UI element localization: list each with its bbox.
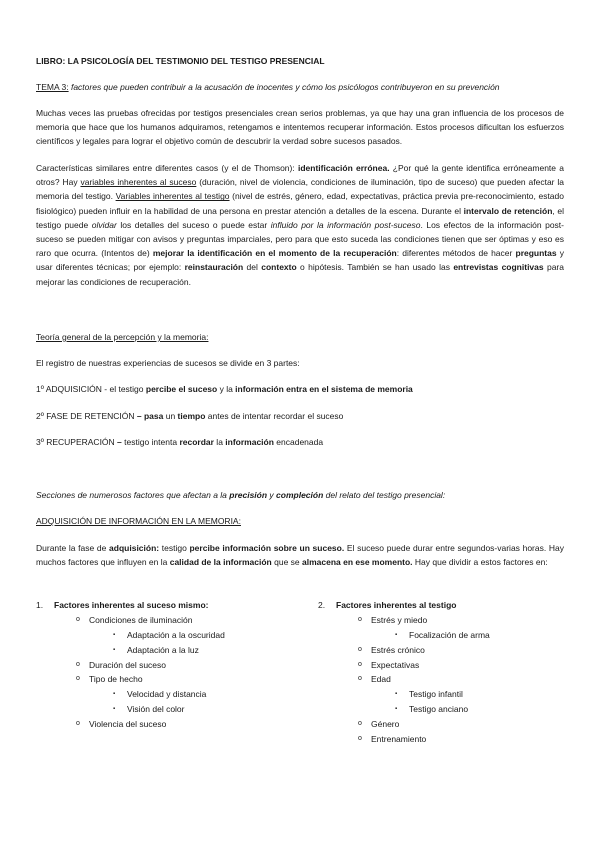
text-run: Características similares entre diferentes casos (y el de Thomson): bbox=[36, 163, 298, 173]
list-heading-row bbox=[318, 598, 568, 613]
document-title: LIBRO: LA PSICOLOGÍA DEL TESTIMONIO DEL TESTIGO PRESENCIAL bbox=[36, 56, 325, 66]
list-subitem bbox=[318, 702, 568, 717]
text-run: encadenada bbox=[273, 437, 324, 447]
list-heading: Factores inherentes al testigo bbox=[336, 600, 457, 610]
text-run: la bbox=[213, 437, 226, 447]
text-run: 2º FASE DE RETENCIÓN bbox=[36, 411, 137, 421]
list-item bbox=[318, 658, 568, 673]
bold-run: compleción bbox=[276, 490, 324, 500]
bold-run: recordar bbox=[179, 437, 214, 447]
topic-text: factores que pueden contribuir a la acusación de inocentes y cómo los psicólogos contribuyeron en su prevención bbox=[68, 82, 500, 92]
acquisition-paragraph bbox=[36, 541, 564, 569]
list-subitem bbox=[36, 687, 286, 702]
text-run: 3º RECUPERACIÓN bbox=[36, 437, 118, 447]
square-bullet-icon: ▪ bbox=[113, 691, 116, 698]
underline-run: Variables inherentes al testigo bbox=[115, 191, 230, 202]
list-subitem bbox=[36, 628, 286, 643]
list-subitem bbox=[318, 628, 568, 643]
bold-run: mejorar la identificación en el momento de la recuperación bbox=[152, 248, 397, 259]
text-run: y usar diferentes técnicas; por ejemplo: bbox=[36, 248, 564, 273]
circle-bullet-icon: o bbox=[76, 720, 80, 728]
bold-run: intervalo de retención bbox=[463, 205, 553, 216]
circle-bullet-icon: o bbox=[358, 720, 362, 728]
list-item-text: Violencia del suceso bbox=[89, 719, 167, 730]
circle-bullet-icon: o bbox=[358, 645, 362, 653]
text-run: que se bbox=[271, 557, 302, 568]
bold-run: almacena en ese momento. bbox=[302, 557, 413, 568]
list-item bbox=[318, 672, 568, 687]
list-subitem-text: Focalización de arma bbox=[409, 629, 490, 640]
text-run: antes de intentar recordar el suceso bbox=[205, 411, 344, 421]
list-subitem-text: Adaptación a la oscuridad bbox=[127, 629, 225, 640]
list-item bbox=[318, 613, 568, 628]
list-item-text: Duración del suceso bbox=[89, 659, 167, 670]
list-item bbox=[318, 732, 568, 747]
list-heading: Factores inherentes al suceso mismo: bbox=[54, 600, 209, 610]
list-item bbox=[36, 613, 286, 628]
square-bullet-icon: ▪ bbox=[395, 691, 398, 698]
bold-run: precisión bbox=[229, 490, 268, 500]
circle-bullet-icon: o bbox=[76, 675, 80, 683]
circle-bullet-icon: o bbox=[76, 660, 80, 668]
bold-run: contexto bbox=[261, 262, 297, 273]
list-item bbox=[318, 643, 568, 658]
list-subitem-text: Velocidad y distancia bbox=[127, 689, 207, 700]
topic-line bbox=[36, 80, 564, 94]
text-run: y la bbox=[217, 384, 236, 394]
text-run: o hipótesis. También se han usado las bbox=[296, 262, 454, 273]
text-run: para mejorar las condiciones de recuperación. bbox=[36, 262, 564, 287]
list-event-factors bbox=[36, 598, 286, 732]
characteristics-paragraph bbox=[36, 161, 564, 289]
list-item-text: Estrés y miedo bbox=[371, 614, 428, 625]
bold-run: – pasa bbox=[136, 411, 164, 421]
text-run: testigo intenta bbox=[121, 437, 180, 447]
text-run: Hay que dividir a estos factores en: bbox=[412, 557, 548, 568]
underline-run: variables inherentes al suceso bbox=[80, 177, 197, 188]
bold-run: tiempo bbox=[177, 411, 206, 421]
circle-bullet-icon: o bbox=[358, 615, 362, 623]
list-item-text: Estrés crónico bbox=[371, 644, 425, 655]
bold-run: percibe información sobre un suceso. bbox=[189, 543, 345, 553]
bold-run: adquisición: bbox=[109, 543, 160, 553]
circle-bullet-icon: o bbox=[358, 660, 362, 668]
text-run: y bbox=[267, 490, 277, 500]
square-bullet-icon: ▪ bbox=[395, 631, 398, 638]
list-item bbox=[318, 717, 568, 732]
text-run: : diferentes métodos de hacer bbox=[396, 248, 516, 259]
square-bullet-icon: ▪ bbox=[113, 631, 116, 638]
intro-paragraph: Muchas veces las pruebas ofrecidas por testigos presenciales crean serios problemas, ya que hay una gran influencia de los procesos de memoria que hace que los humanos adquiramos, retengamos e intentemos recuperar información. Estos procesos dificultan los esfuerzos científicos y legales para lograr el objetivo común de descubrir la verdad sobre sucesos pasados. bbox=[36, 108, 564, 147]
bold-run: información bbox=[225, 437, 274, 447]
list-item-text: Condiciones de iluminación bbox=[89, 614, 193, 625]
bold-run: reinstauración bbox=[184, 262, 244, 273]
list-heading-row bbox=[36, 598, 286, 613]
circle-bullet-icon: o bbox=[76, 615, 80, 623]
list-subitem bbox=[36, 702, 286, 717]
sections-line bbox=[36, 488, 564, 502]
text-run: testigo bbox=[159, 543, 190, 553]
list-item bbox=[36, 672, 286, 687]
list-number: 2. bbox=[318, 600, 326, 610]
square-bullet-icon: ▪ bbox=[113, 646, 116, 653]
phase-acquisition bbox=[36, 382, 564, 396]
list-subitem bbox=[36, 643, 286, 658]
text-run: Secciones de numerosos factores que afectan a la bbox=[36, 490, 230, 500]
bold-run: percibe el suceso bbox=[145, 384, 218, 394]
list-subitem-text: Testigo anciano bbox=[409, 704, 469, 715]
list-number: 1. bbox=[36, 600, 44, 610]
list-subitem-text: Visión del color bbox=[127, 704, 185, 715]
registro-line: El registro de nuestras experiencias de sucesos se divide en 3 partes: bbox=[36, 358, 300, 368]
list-item bbox=[36, 717, 286, 732]
text-run: (nivel de estrés, género, edad, expectativas, práctica previa pre-reconocimiento, estado fisiológico) pueden influir en la habilidad de una persona en prestar atención a detalles de la escena. Durante el bbox=[36, 191, 564, 216]
list-item-text: Expectativas bbox=[371, 659, 420, 670]
phase-retention bbox=[36, 409, 564, 423]
text-run: un bbox=[163, 411, 178, 421]
bold-run: calidad de la información bbox=[169, 557, 272, 568]
bold-run: preguntas bbox=[515, 248, 557, 259]
text-run: (duración, nivel de violencia, condiciones de iluminación, tipo de suceso) que pueden afectar la memoria del testigo. bbox=[36, 177, 565, 202]
text-run: 1º ADQUISICIÓN - el testigo bbox=[36, 384, 146, 394]
text-run: Durante la fase de bbox=[36, 543, 110, 553]
list-item bbox=[36, 658, 286, 673]
circle-bullet-icon: o bbox=[358, 675, 362, 683]
list-witness-factors bbox=[318, 598, 568, 747]
topic-label: TEMA 3: bbox=[36, 82, 69, 92]
list-subitem-text: Adaptación a la luz bbox=[127, 644, 199, 655]
text-run: del bbox=[243, 262, 262, 273]
square-bullet-icon: ▪ bbox=[113, 706, 116, 713]
text-run: los detalles del suceso o puede estar bbox=[116, 219, 271, 230]
list-item-text: Tipo de hecho bbox=[89, 674, 143, 685]
list-item-text: Edad bbox=[371, 674, 391, 685]
italic-run: olvidar bbox=[91, 219, 117, 230]
italic-run: influido por la información post-suceso bbox=[270, 219, 421, 230]
text-run: . Los efectos de la información post-suceso se pueden mitigar con avisos y preguntas imparciales, pero para que esto suceda las condiciones tienen que ser óptimas y eso es raro que ocurra. (Intentos de) bbox=[36, 219, 565, 259]
list-subitem-text: Testigo infantil bbox=[409, 689, 463, 700]
square-bullet-icon: ▪ bbox=[395, 706, 398, 713]
text-run: , el testigo puede bbox=[36, 205, 564, 230]
bold-run: entrevistas cognitivas bbox=[453, 262, 544, 273]
bold-run: información entra en el sistema de memoria bbox=[235, 384, 413, 394]
circle-bullet-icon: o bbox=[358, 735, 362, 743]
acquisition-heading: ADQUISICIÓN DE INFORMACIÓN EN LA MEMORIA: bbox=[36, 516, 241, 526]
text-run: del relato del testigo presencial: bbox=[323, 490, 446, 500]
list-subitem bbox=[318, 687, 568, 702]
list-item-text: Entrenamiento bbox=[371, 734, 427, 745]
text-run: El suceso puede durar entre segundos-varias horas. Hay muchos factores que influyen en la bbox=[36, 543, 564, 568]
text-run: ¿Por qué la gente identifica erróneamente a otros? Hay bbox=[36, 163, 564, 188]
bold-run: identificación errónea. bbox=[297, 163, 390, 173]
phase-recovery bbox=[36, 435, 564, 449]
theory-heading: Teoría general de la percepción y la memoria: bbox=[36, 332, 209, 342]
list-item-text: Género bbox=[371, 719, 400, 730]
bold-run: – bbox=[117, 437, 122, 447]
